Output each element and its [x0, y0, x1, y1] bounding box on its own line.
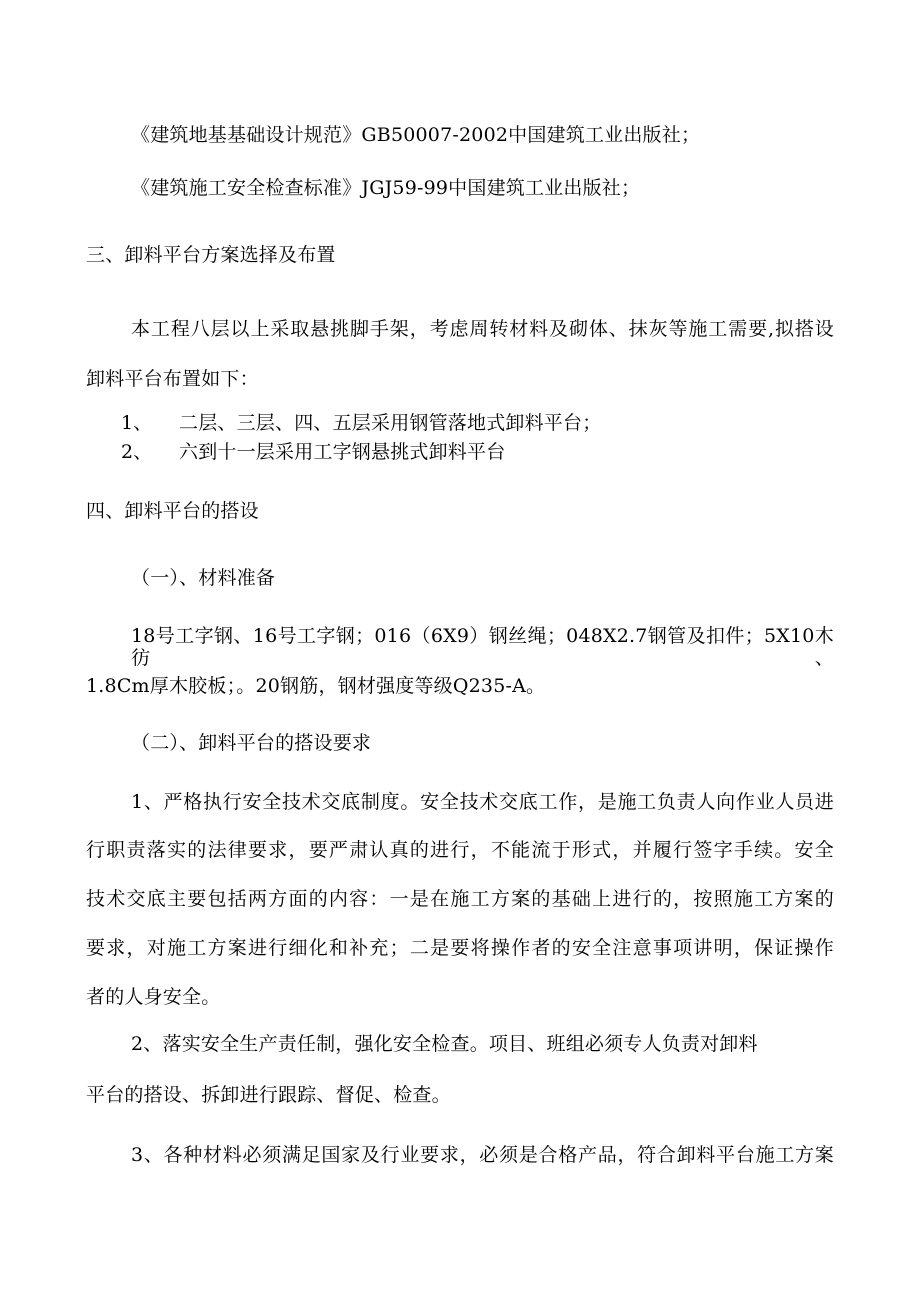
- paragraph-line: 2、落实安全生产责任制，强化安全检查。项目、班组必须专人负责对卸料: [131, 1033, 758, 1055]
- paragraph-line: 行职责落实的法律要求，要严肃认真的进行，不能流于形式，并履行签字手续。安全: [86, 839, 834, 861]
- paragraph-line: 要求，对施工方案进行细化和补充；二是要将操作者的安全注意事项讲明，保证操作: [86, 937, 834, 959]
- paragraph-line: 卸料平台布置如下：: [86, 368, 259, 390]
- list-item-text: 六到十一层采用工字钢悬挑式卸料平台: [179, 441, 506, 463]
- paragraph-line: 18号工字钢、16号工字钢；016（6X9）钢丝绳；048X2.7钢管及扣件；5X10木彷、: [131, 625, 834, 669]
- paragraph-line: 技术交底主要包括两方面的内容：一是在施工方案的基础上进行的，按照施工方案的: [86, 888, 834, 910]
- paragraph-line: 1.8Cm厚木胶板；。20钢筋，钢材强度等级Q235-A。: [86, 675, 546, 697]
- paragraph-line: 1、严格执行安全技术交底制度。安全技术交底工作，是施工负责人向作业人员进: [131, 791, 834, 813]
- paragraph-line: 本工程八层以上采取悬挑脚手架，考虑周转材料及砌体、抹灰等施工需要,拟搭设: [131, 318, 834, 340]
- paragraph-line: 3、各种材料必须满足国家及行业要求，必须是合格产品，符合卸料平台施工方案: [131, 1144, 834, 1166]
- reference-line: 《建筑施工安全检查标准》JGJ59-99中国建筑工业出版社；: [131, 177, 641, 199]
- list-number: 1、: [121, 412, 153, 434]
- paragraph-line: 者的人身安全。: [86, 986, 221, 1008]
- list-number: 2、: [121, 441, 153, 463]
- subsection-heading: （二）、卸料平台的搭设要求: [131, 732, 372, 754]
- list-item-text: 二层、三层、四、五层采用钢管落地式卸料平台；: [179, 412, 602, 434]
- reference-line: 《建筑地基基础设计规范》GB50007-2002中国建筑工业出版社；: [131, 124, 701, 146]
- paragraph-line: 平台的搭设、拆卸进行跟踪、督促、检查。: [86, 1084, 451, 1106]
- section-heading: 四、卸料平台的搭设: [86, 500, 259, 522]
- subsection-heading: （一）、材料准备: [131, 567, 276, 589]
- section-heading: 三、卸料平台方案选择及布置: [86, 244, 336, 266]
